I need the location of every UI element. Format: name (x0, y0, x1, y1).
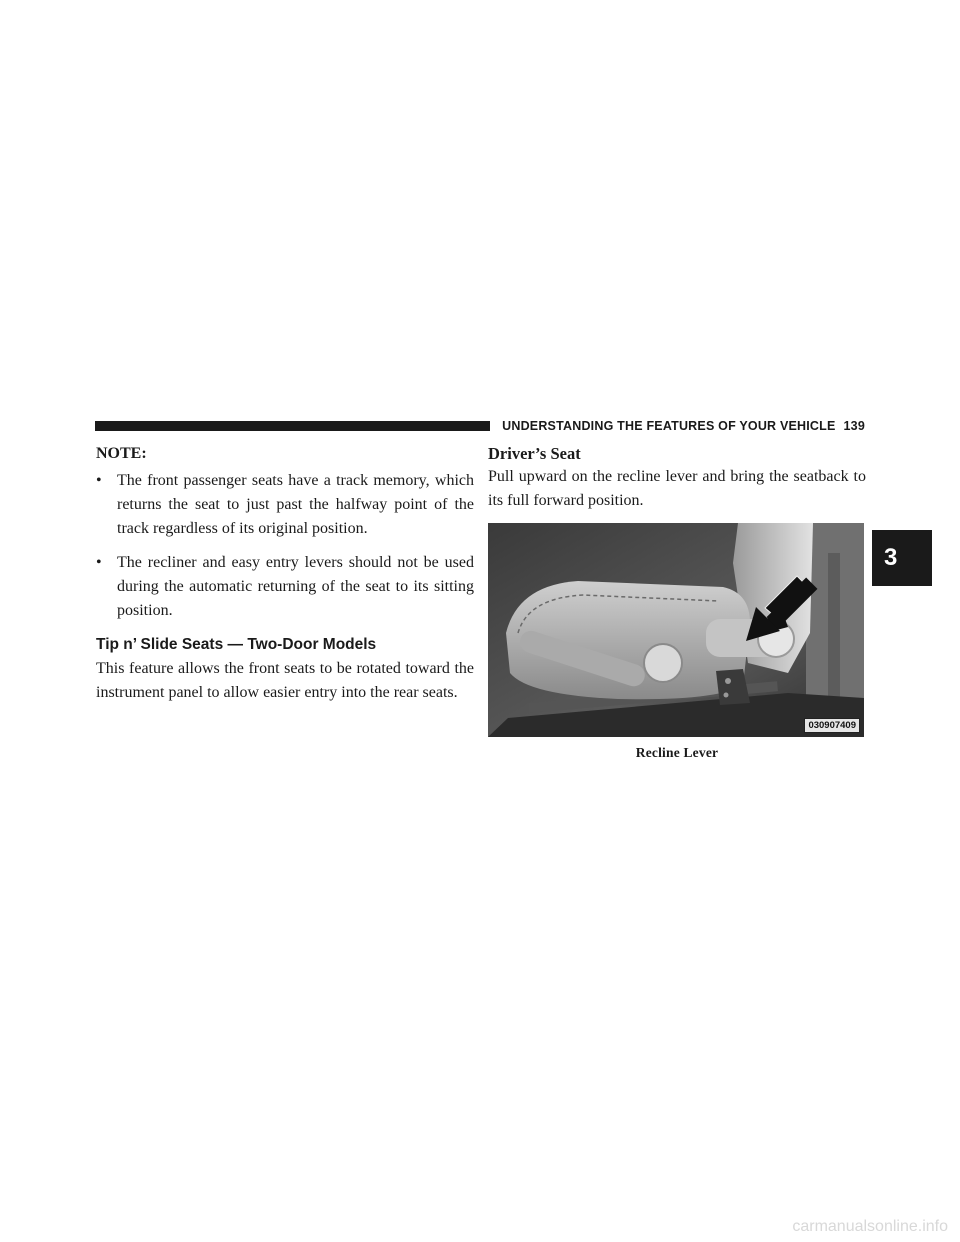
section-title: UNDERSTANDING THE FEATURES OF YOUR VEHICLE (502, 419, 836, 433)
body-paragraph: This feature allows the front seats to be rotated toward the instrument panel to allow easier entry into the rear seats. (96, 660, 474, 701)
watermark: carmanualsonline.info (792, 1218, 948, 1235)
body-paragraph: Pull upward on the recline lever and bring the seatback to its full forward position. (488, 468, 866, 509)
bullet-glyph: • (96, 472, 102, 489)
recline-lever-photo (488, 523, 864, 737)
chapter-tab (872, 530, 932, 586)
section-heading: Tip n’ Slide Seats — Two-Door Models (96, 636, 377, 653)
left-column (96, 445, 474, 705)
subsection-heading: Driver’s Seat (488, 444, 581, 463)
chapter-number: 3 (884, 544, 898, 571)
page-number: 139 (843, 419, 865, 433)
image-code: 030907409 (804, 718, 860, 733)
list-item (96, 469, 474, 541)
header-rule (95, 421, 490, 431)
seat-illustration (488, 523, 864, 737)
running-header (500, 417, 865, 435)
bullet-text: The recliner and easy entry levers should not be used during the automatic returning of the seat to its sitting position. (117, 554, 474, 619)
note-bullet-list (96, 469, 474, 623)
list-item (96, 551, 474, 623)
bullet-text: The front passenger seats have a track memory, which returns the seat to just past the halfway point of the track regardless of its original position. (117, 472, 474, 537)
bullet-glyph: • (96, 554, 102, 571)
right-column (488, 445, 866, 761)
note-label: NOTE: (96, 445, 147, 462)
figure-caption: Recline Lever (635, 745, 719, 760)
